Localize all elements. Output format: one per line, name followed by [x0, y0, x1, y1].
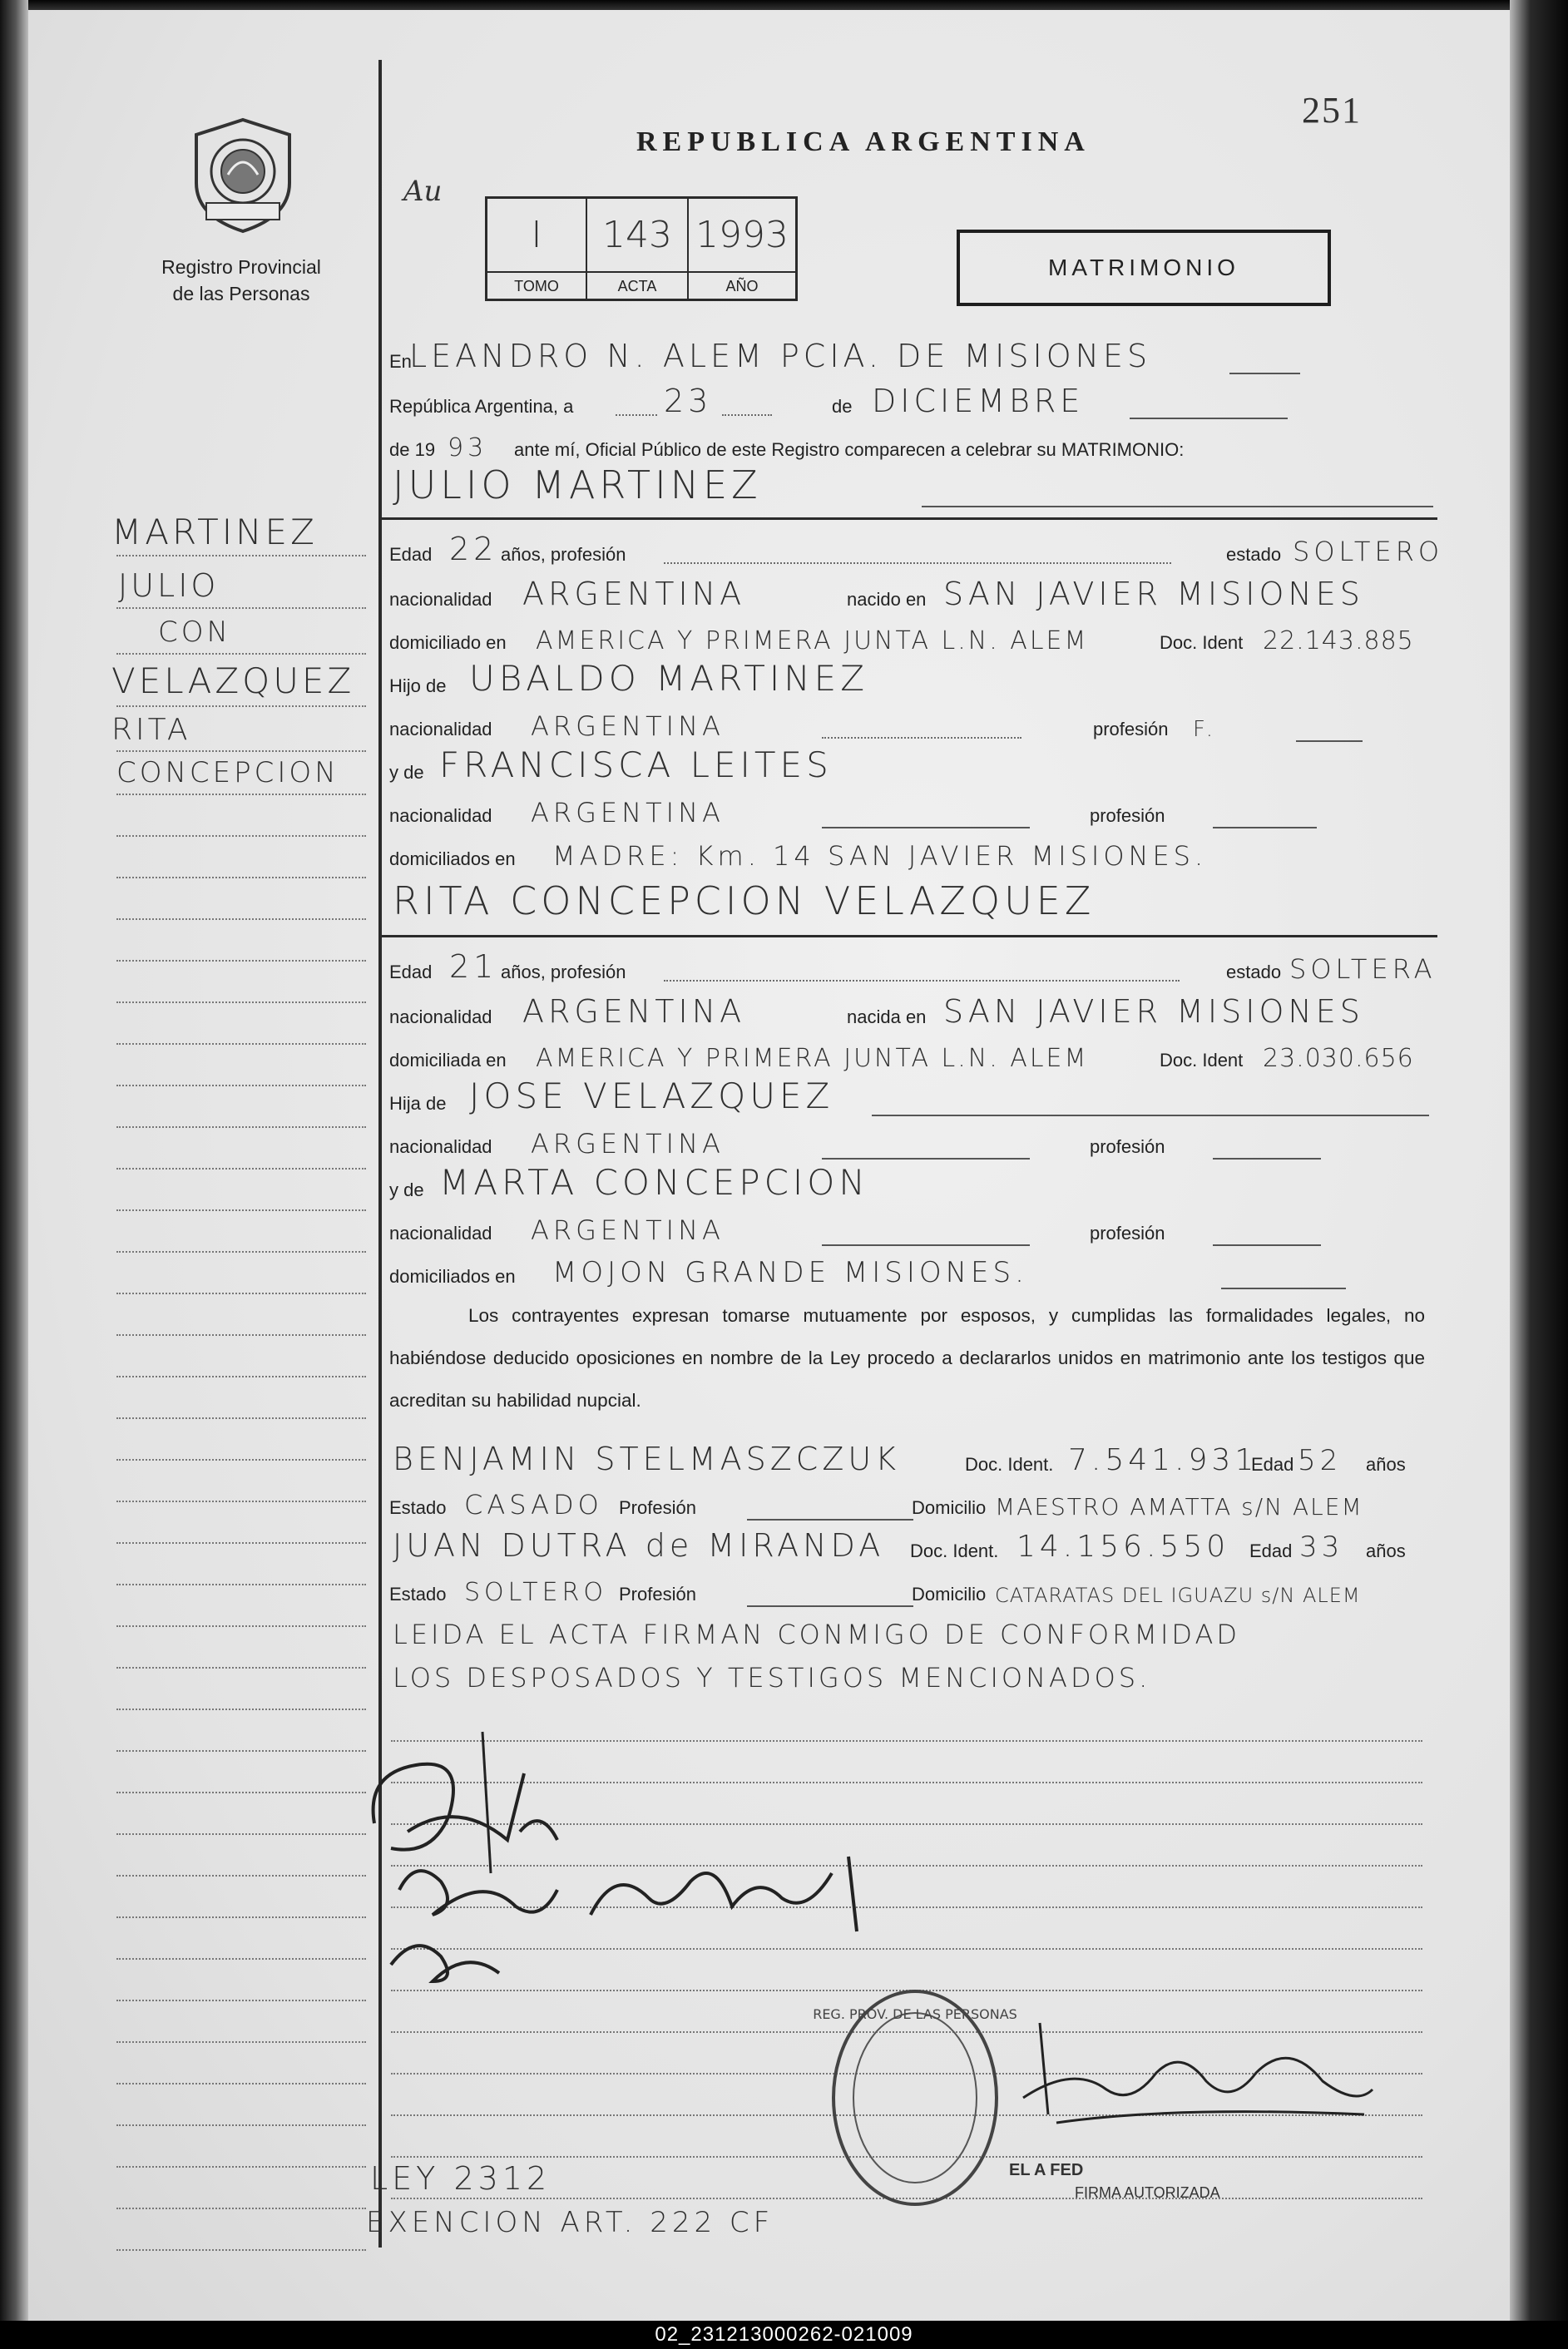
profesion-label: profesión	[1090, 1136, 1165, 1157]
margin-rule	[116, 1126, 366, 1128]
de-label: de	[832, 396, 853, 417]
profesion-label: Profesión	[619, 1584, 696, 1605]
page-number: 251	[1302, 90, 1362, 131]
margin-rule	[116, 2166, 366, 2168]
scan-id: 02_231213000262-021009	[655, 2323, 913, 2346]
section-rule	[381, 517, 1437, 520]
closing-line-1	[389, 1610, 1433, 1654]
margin-rule	[116, 750, 366, 752]
witness-2-doc: 14.156.550	[1016, 1530, 1230, 1564]
groom-mother-nat-row	[389, 789, 1433, 832]
anio-label: AÑO	[689, 271, 795, 295]
witness-1-estado: CASADO	[464, 1489, 603, 1521]
margin-rule	[116, 2041, 366, 2043]
ante-mi-text: ante mí, Oficial Público de este Registro comparecen a celebrar su MATRIMONIO:	[514, 439, 1185, 460]
firma-autorizada: FIRMA AUTORIZADA	[1075, 2184, 1220, 2201]
margin-rule	[116, 918, 366, 920]
margin-rule	[116, 2083, 366, 2084]
closing-text-2: LOS DESPOSADOS Y TESTIGOS MENCIONADOS.	[393, 1662, 1151, 1694]
acta-value: 143	[602, 214, 672, 256]
margin-rule	[116, 2249, 366, 2251]
profesion-label: Profesión	[619, 1497, 696, 1518]
margin-rule	[116, 1168, 366, 1170]
margin-rule	[116, 1334, 366, 1336]
groom-name-row	[389, 462, 1433, 511]
groom-parents-domicilio: MADRE: Km. 14 SAN JAVIER MISIONES.	[552, 840, 1208, 872]
groom-domicilio: AMERICA Y PRIMERA JUNTA L.N. ALEM	[536, 626, 1089, 655]
groom-father-nacionalidad: ARGENTINA	[531, 710, 725, 742]
estado-label: estado	[1226, 962, 1282, 982]
margin-rule	[116, 1209, 366, 1211]
margin-name-surname: MARTINEZ	[111, 512, 318, 552]
margin-name-bride-surname: VELAZQUEZ	[111, 660, 355, 701]
domiciliada-en-label: domiciliada en	[389, 1050, 507, 1071]
estado-label: Estado	[389, 1497, 447, 1518]
tomo-cell	[487, 199, 587, 299]
bride-nationality-row	[389, 990, 1433, 1033]
doc-ident-label: Doc. Ident	[1160, 1050, 1244, 1071]
nacionalidad-label: nacionalidad	[389, 1136, 492, 1157]
doc-ident-label: Doc. Ident.	[910, 1540, 999, 1561]
nacionalidad-label: nacionalidad	[389, 1006, 492, 1027]
margin-rule	[116, 2208, 366, 2209]
groom-mother: FRANCISCA LEITES	[439, 744, 833, 785]
bride-father: JOSE VELAZQUEZ	[469, 1076, 834, 1116]
bride-father-row	[389, 1076, 1433, 1120]
dots	[722, 414, 772, 416]
witness-2-name: JUAN DUTRA de MIRANDA	[393, 1527, 885, 1564]
margin-rule	[116, 1376, 366, 1377]
registry-title	[92, 254, 391, 307]
dots	[616, 414, 657, 416]
groom-mother-nacionalidad: ARGENTINA	[531, 797, 725, 828]
nacido-en-label: nacido en	[847, 589, 927, 610]
edad-label: Edad	[1251, 1454, 1294, 1475]
anios-profesion-label: años, profesión	[501, 962, 626, 982]
margin-rule	[116, 1001, 366, 1003]
profesion-label: profesión	[1090, 1223, 1165, 1244]
bride-nacida-en: SAN JAVIER MISIONES	[943, 993, 1364, 1030]
groom-full-name: JULIO MARTINEZ	[393, 462, 762, 507]
margin-name-bride-given: RITA	[111, 713, 191, 747]
bride-estado: SOLTERA	[1289, 953, 1437, 985]
margin-name-given: JULIO	[118, 567, 220, 604]
domicilio-label: Domicilio	[912, 1584, 987, 1605]
groom-nationality-row	[389, 572, 1433, 616]
anio-value: 1993	[695, 214, 789, 256]
bride-mother-nacionalidad: ARGENTINA	[531, 1214, 725, 1246]
bride-father-nat-row	[389, 1120, 1433, 1163]
nacionalidad-label: nacionalidad	[389, 719, 492, 739]
domiciliados-en-label: domiciliados en	[389, 1266, 516, 1287]
witness-2-row	[389, 1524, 1433, 1567]
domiciliado-en-label: domiciliado en	[389, 632, 507, 653]
margin-rule	[116, 960, 366, 962]
ley-note: LEY 2312	[370, 2160, 552, 2197]
nacionalidad-label: nacionalidad	[389, 589, 492, 610]
groom-nacionalidad: ARGENTINA	[522, 576, 746, 612]
bride-age-row	[389, 945, 1437, 988]
underline	[747, 1519, 913, 1521]
exencion-note: EXENCION ART. 222 CF	[366, 2206, 774, 2239]
groom-doc: 22.143.885	[1263, 626, 1414, 655]
edad-label: Edad	[389, 962, 433, 982]
margin-rule	[116, 607, 366, 609]
margin-rule	[116, 1625, 366, 1627]
underline	[1296, 740, 1363, 742]
margin-rule	[116, 2000, 366, 2001]
margin-rule	[116, 1043, 366, 1045]
month-value: DICIEMBRE	[872, 383, 1085, 419]
groom-father-nat-row	[389, 702, 1433, 745]
declaration-text	[389, 1294, 1425, 1422]
groom-estado: SOLTERO	[1293, 536, 1444, 567]
place-value: LEANDRO N. ALEM PCIA. DE MISIONES	[409, 338, 1152, 374]
margin-rule	[116, 1709, 366, 1710]
doc-ident-label: Doc. Ident.	[965, 1454, 1054, 1475]
underline	[1213, 1158, 1321, 1160]
date-row	[389, 379, 1433, 423]
margin-rule	[116, 1875, 366, 1877]
closing-text-1: LEIDA EL ACTA FIRMAN CONMIGO DE CONFORMIDAD	[393, 1619, 1240, 1650]
profesion-label: profesión	[1090, 805, 1165, 826]
margin-rule	[116, 1916, 366, 1918]
hija-de-label: Hija de	[389, 1093, 447, 1114]
margin-rule	[116, 1251, 366, 1253]
registry-title-line2: de las Personas	[172, 283, 310, 304]
groom-father: UBALDO MARTINEZ	[469, 658, 868, 699]
bride-nacionalidad: ARGENTINA	[522, 993, 746, 1030]
registry-title-line1: Registro Provincial	[161, 256, 321, 278]
anios-label: años	[1366, 1540, 1406, 1561]
acta-label: ACTA	[587, 271, 687, 295]
nacionalidad-label: nacionalidad	[389, 805, 492, 826]
act-reference-box	[485, 196, 798, 301]
groom-age-row	[389, 527, 1444, 571]
margin-rule	[116, 653, 366, 655]
bride-parents-domicile-row	[389, 1249, 1433, 1293]
underline	[872, 1115, 1429, 1116]
witness-2-age: 33	[1299, 1531, 1344, 1564]
underline	[747, 1605, 913, 1607]
margin-rule	[116, 1958, 366, 1960]
closing-line-2	[389, 1654, 1433, 1697]
margin-rule	[116, 835, 366, 837]
groom-father-row	[389, 659, 1433, 702]
year-row	[389, 423, 1433, 466]
dots	[664, 980, 1180, 982]
witness-1-name: BENJAMIN STELMASZCZUK	[393, 1441, 901, 1477]
bride-age: 21	[449, 948, 498, 985]
bride-doc: 23.030.656	[1263, 1044, 1414, 1073]
tomo-value: I	[531, 214, 542, 256]
en-label: En	[389, 351, 412, 372]
groom-nacido-en: SAN JAVIER MISIONES	[943, 576, 1364, 612]
underline	[822, 827, 1030, 828]
bride-mother: MARTA CONCEPCION	[439, 1162, 869, 1203]
margin-rule	[116, 794, 366, 795]
margin-rule	[116, 877, 366, 878]
margin-rule	[116, 1293, 366, 1294]
bride-name-row	[389, 878, 1433, 927]
margin-rule	[116, 1542, 366, 1544]
margin-rule	[116, 1459, 366, 1461]
country-heading: REPUBLICA ARGENTINA	[636, 126, 1091, 157]
dots	[664, 562, 1171, 564]
acta-cell	[587, 199, 689, 299]
domicilio-label: Domicilio	[912, 1497, 987, 1518]
groom-age: 22	[449, 531, 498, 567]
annotation-mark: Au	[403, 175, 443, 208]
anios-label: años	[1366, 1454, 1406, 1475]
underline	[1213, 1244, 1321, 1246]
edad-label: Edad	[389, 544, 433, 565]
signature-rule	[391, 1948, 1422, 1950]
margin-rule	[116, 1833, 366, 1835]
tomo-label: TOMO	[487, 271, 586, 295]
witness-2-domicilio: CATARATAS DEL IGUAZU s/N ALEM	[995, 1584, 1361, 1607]
witness-1-row	[389, 1437, 1433, 1481]
witness-1-domicilio: MAESTRO AMATTA s/N ALEM	[995, 1493, 1363, 1521]
official-stamp-line: EL A FED	[1009, 2161, 1084, 2179]
y-de-label: y de	[389, 1179, 424, 1200]
dots	[822, 737, 1021, 739]
hijo-de-label: Hijo de	[389, 675, 447, 696]
republica-a-label: República Argentina, a	[389, 396, 574, 417]
witness-1-age: 52	[1298, 1444, 1343, 1477]
witness-1-doc: 7.541.931	[1068, 1443, 1259, 1477]
margin-rule	[116, 705, 366, 707]
margin-rule	[116, 1667, 366, 1669]
day-value: 23	[664, 383, 713, 419]
bride-parents-domicilio: MOJON GRANDE MISIONES.	[552, 1256, 1028, 1289]
de-19-label: de 19	[389, 439, 436, 460]
witness-2-detail-row	[389, 1567, 1433, 1610]
bride-father-nacionalidad: ARGENTINA	[531, 1128, 725, 1160]
domiciliados-en-label: domiciliados en	[389, 848, 516, 869]
act-type-box: MATRIMONIO	[957, 230, 1331, 306]
margin-rule	[116, 1792, 366, 1793]
margin-rule	[116, 555, 366, 556]
scan-footer	[0, 2321, 1568, 2349]
y-de-label: y de	[389, 762, 424, 783]
bride-signature	[383, 1923, 524, 1990]
nacida-en-label: nacida en	[847, 1006, 927, 1027]
underline	[822, 1244, 1030, 1246]
margin-rule	[116, 1750, 366, 1752]
official-signature	[1007, 2015, 1389, 2164]
groom-parents-domicile-row	[389, 832, 1433, 875]
nacionalidad-label: nacionalidad	[389, 1223, 492, 1244]
margin-name-con: CON	[158, 616, 231, 649]
scan-left-edge	[0, 0, 28, 2321]
underline	[1130, 418, 1288, 419]
registry-stamp-icon	[813, 1986, 1017, 2210]
groom-domicile-row	[389, 616, 1433, 659]
section-rule	[381, 935, 1437, 937]
year-value: 93	[448, 433, 488, 462]
underline	[1213, 827, 1317, 828]
bride-mother-row	[389, 1163, 1433, 1206]
margin-name-bride-middle: CONCEPCION	[116, 756, 339, 789]
edad-label: Edad	[1249, 1540, 1293, 1561]
bride-full-name: RITA CONCEPCION VELAZQUEZ	[393, 878, 1096, 923]
underline	[1229, 373, 1300, 374]
underline	[922, 506, 1433, 507]
witness-1-detail-row	[389, 1481, 1433, 1524]
margin-rule	[116, 1085, 366, 1086]
witness-2-estado: SOLTERO	[464, 1578, 607, 1607]
margin-rule	[116, 1501, 366, 1502]
groom-mother-row	[389, 745, 1433, 789]
bride-domicilio: AMERICA Y PRIMERA JUNTA L.N. ALEM	[536, 1044, 1089, 1073]
estado-label: estado	[1226, 544, 1282, 565]
scan-right-edge	[1510, 0, 1568, 2321]
margin-rule	[116, 1584, 366, 1585]
doc-ident-label: Doc. Ident	[1160, 632, 1244, 653]
document-page	[25, 10, 1514, 2321]
margin-rule	[116, 1417, 366, 1419]
registry-seal-icon	[190, 116, 296, 235]
groom-father-profesion: F.	[1193, 717, 1218, 742]
bride-domicile-row	[389, 1033, 1433, 1076]
margin-divider	[378, 60, 382, 2248]
bride-mother-nat-row	[389, 1206, 1433, 1249]
place-row	[389, 334, 1433, 378]
profesion-label: profesión	[1093, 719, 1169, 739]
anio-cell	[689, 199, 795, 299]
anios-profesion-label: años, profesión	[501, 544, 626, 565]
underline	[822, 1158, 1030, 1160]
estado-label: Estado	[389, 1584, 447, 1605]
declaration-body: Los contrayentes expresan tomarse mutuamente por esposos, y cumplidas las formalidades legales, no habiéndose deducido oposiciones en nombre de la Ley procedo a declararlos unidos en matrimonio ante los testigos que acreditan su habilidad nupcial.	[389, 1305, 1425, 1411]
underline	[1221, 1288, 1346, 1289]
stamp-text: REG. PROV. DE LAS PERSONAS	[813, 2006, 1017, 2022]
margin-rule	[116, 2124, 366, 2126]
